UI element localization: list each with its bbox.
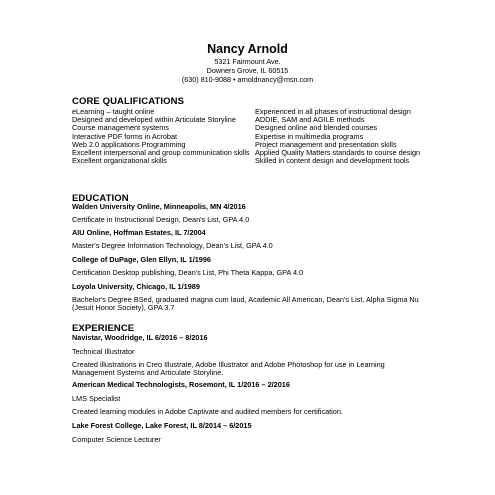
experience-detail: Created learning modules in Adobe Captivate and audited members for certification. — [72, 407, 343, 416]
applicant-name: Nancy Arnold — [207, 42, 288, 56]
qualification-right: Applied Quality Matters standards to course design — [255, 148, 421, 158]
education-school: College of DuPage, Glen Ellyn, IL 1/1996 — [72, 255, 211, 264]
qualification-right: Experienced in all phases of instructional design — [255, 107, 411, 116]
education-school: AIU Online, Hoffman Estates, IL 7/2004 — [72, 228, 206, 237]
qualification-row — [72, 157, 426, 165]
qualification-right: Skilled in content design and development tools — [255, 156, 410, 166]
street-address: 5321 Fairmount Ave. — [214, 57, 281, 66]
education-detail: Bachelor's Degree BSed, graduated magna cum laud, Academic All American, Dean's List, Alpha Sigma Nu (Jesuit Honor Society), GPA 3.7 — [72, 295, 419, 313]
education-detail: Certification Desktop publishing, Dean's List, Phi Theta Kappa, GPA 4.0 — [72, 268, 304, 277]
experience-role: Technical Illustrator — [72, 347, 135, 356]
education-school: Loyola University, Chicago, IL 1/1989 — [72, 282, 200, 291]
qualification-right: ADDIE, SAM and AGILE methods — [255, 115, 365, 125]
resume-header — [0, 42, 495, 84]
experience-role: LMS Specialist — [72, 394, 121, 403]
experience-role: Computer Science Lecturer — [72, 435, 161, 444]
experience-detail: Created illustrations in Creo Illustrate, Adobe Illustrator and Adobe Photoshop for use in Learning Management Systems and Articulate Storyline. — [72, 360, 385, 378]
qualification-left: Web 2.0 applications Programming — [72, 139, 186, 149]
qualification-right: Expertise in multimedia programs — [255, 131, 364, 141]
qualifications-list — [72, 108, 426, 165]
qualifications-heading: CORE QUALIFICATIONS — [72, 96, 185, 107]
qualification-left: Course management systems — [72, 123, 169, 133]
education-detail: Master's Degree Information Technology, Dean's List, GPA 4.0 — [72, 241, 273, 250]
contact-line: (630) 810-9088 • arnoldnancy@msn.com — [181, 75, 314, 84]
qualification-right: Designed online and blended courses — [255, 123, 378, 133]
qualification-left: Excellent interpersonal and group communication skills — [72, 148, 250, 158]
qualification-left: Designed and developed within Articulate Storyline — [72, 115, 236, 125]
experience-heading: EXPERIENCE — [72, 323, 135, 334]
experience-employer: American Medical Technologists, Rosemont, IL 1/2016 – 2/2016 — [72, 380, 290, 389]
qualification-right: Project management and presentation skills — [255, 139, 397, 149]
qualification-left: Interactive PDF forms in Acrobat — [72, 131, 178, 141]
experience-employer: Navistar, Woodridge, IL 6/2016 – 8/2016 — [72, 333, 208, 342]
education-detail: Certificate in Instructional Design, Dean's List, GPA 4.0 — [72, 215, 250, 224]
education-heading: EDUCATION — [72, 193, 129, 204]
qualification-left: Excellent organizational skills — [72, 156, 167, 166]
qualification-left: eLearning – taught online — [72, 107, 155, 116]
city-address: Downers Grove, IL 60515 — [206, 66, 289, 75]
experience-employer: Lake Forest College, Lake Forest, IL 8/2014 – 6/2015 — [72, 421, 252, 430]
education-school: Walden University Online, Minneapolis, MN 4/2016 — [72, 202, 246, 211]
